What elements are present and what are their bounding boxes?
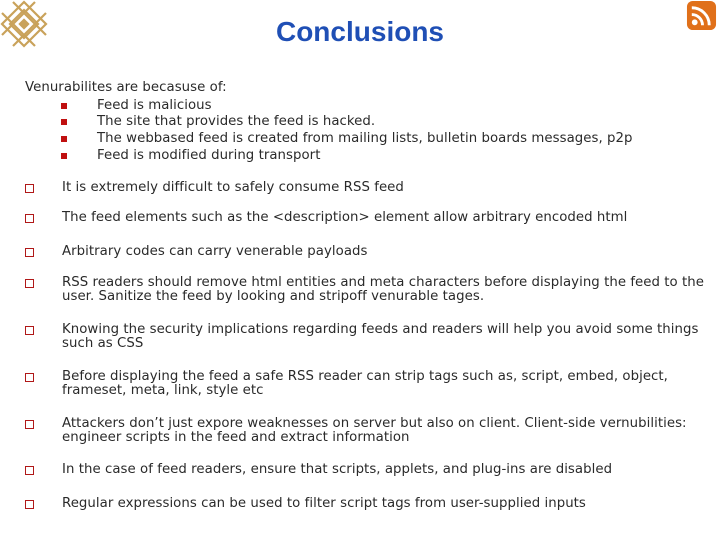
list-item	[25, 323, 705, 350]
list-item	[25, 497, 705, 511]
filled-square-bullet-icon	[61, 153, 67, 159]
filled-square-bullet-icon	[61, 119, 67, 125]
sub-bullet-item	[25, 114, 705, 131]
sub-bullet-item	[25, 131, 705, 148]
list-item	[25, 463, 705, 477]
sub-bullet-text: The webbased feed is created from mailing lists, bulletin boards messages, p2p	[97, 130, 633, 146]
list-item	[25, 370, 705, 397]
bullet-text: In the case of feed readers, ensure that scripts, applets, and plug-ins are disabled	[62, 462, 613, 477]
list-item	[25, 211, 705, 225]
sub-bullet-item	[25, 148, 705, 165]
intro-text: Venurabilites are becasuse of:	[25, 80, 227, 95]
sub-bullet-text: Feed is modified during transport	[97, 147, 321, 163]
sub-bullet-text: The site that provides the feed is hacked.	[97, 114, 376, 130]
list-item	[25, 245, 705, 259]
list-item	[25, 181, 705, 195]
bullet-text: Before displaying the feed a safe RSS reader can strip tags such as, script, embed, object, frameset, meta, link, style etc	[62, 369, 668, 398]
hollow-square-bullet-icon	[25, 373, 34, 382]
filled-square-bullet-icon	[61, 103, 67, 109]
bullet-text: Regular expressions can be used to filter script tags from user-supplied inputs	[62, 496, 586, 511]
sub-bullet-text: Feed is malicious	[97, 97, 212, 113]
hollow-square-bullet-icon	[25, 279, 34, 288]
page-title: Conclusions	[275, 16, 444, 47]
hollow-square-bullet-icon	[25, 420, 34, 429]
hollow-square-bullet-icon	[25, 500, 34, 509]
hollow-square-bullet-icon	[25, 248, 34, 257]
hollow-square-bullet-icon	[25, 466, 34, 475]
bullet-text: Attackers don’t just expore weaknesses on server but also on client. Client-side vernubilities: engineer scripts in the feed and extract information	[62, 416, 687, 445]
rss-feed-icon	[686, 0, 717, 31]
bullet-text: RSS readers should remove html entities and meta characters before displaying the feed to the user. Sanitize the feed by looking and stripoff venurable tages.	[62, 275, 704, 304]
list-item	[25, 417, 705, 444]
filled-square-bullet-icon	[61, 136, 67, 142]
sub-bullet-list	[25, 98, 705, 165]
bullet-text: It is extremely difficult to safely consume RSS feed	[62, 180, 404, 195]
bullet-text: The feed elements such as the <description> element allow arbitrary encoded html	[62, 210, 628, 225]
sub-bullet-item	[25, 98, 705, 115]
hollow-square-bullet-icon	[25, 184, 34, 193]
list-item	[25, 276, 705, 303]
bullet-text: Knowing the security implications regarding feeds and readers will help you avoid some things such as CSS	[62, 322, 699, 351]
hollow-square-bullet-icon	[25, 326, 34, 335]
bullet-text: Arbitrary codes can carry venerable payloads	[62, 244, 368, 259]
slide-body	[25, 80, 705, 511]
hollow-square-bullet-icon	[25, 214, 34, 223]
